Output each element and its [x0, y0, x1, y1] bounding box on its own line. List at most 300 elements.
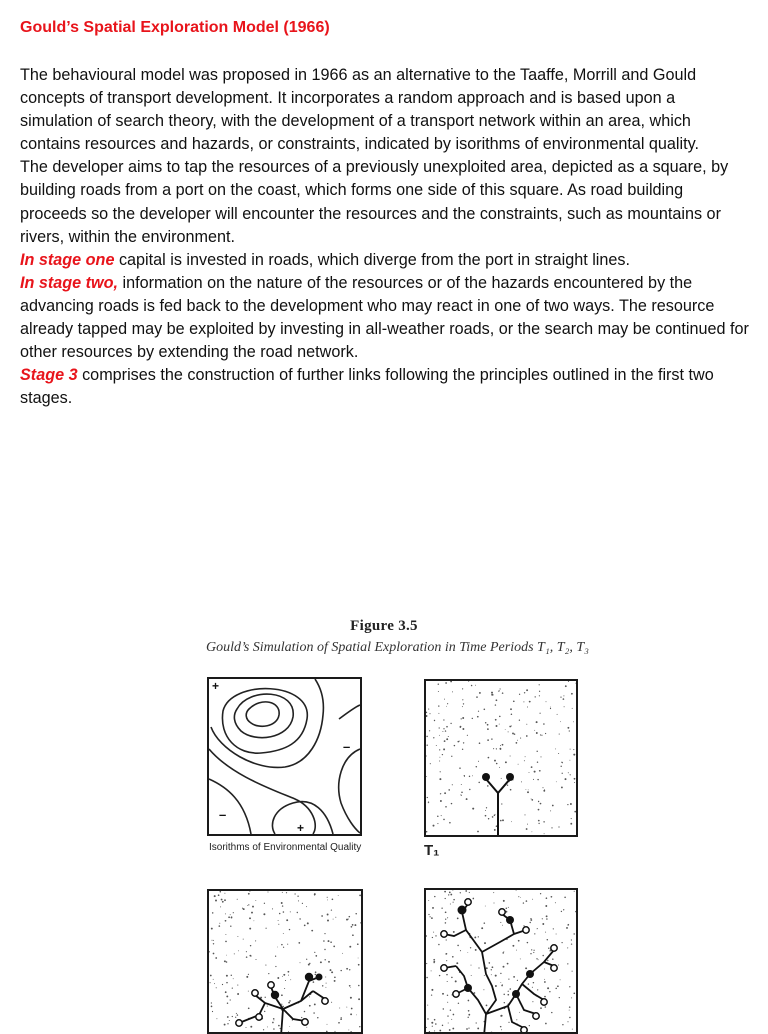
speckle-dot — [249, 928, 251, 930]
speckle-dot — [327, 920, 329, 922]
speckle-dot — [448, 789, 450, 791]
speckle-dot — [542, 955, 544, 957]
speckle-dot — [513, 976, 515, 978]
speckle-dot — [288, 971, 290, 973]
speckle-dot — [334, 980, 336, 982]
speckle-dot — [500, 973, 501, 974]
speckle-dot — [351, 1008, 353, 1010]
speckle-dot — [532, 1001, 533, 1002]
speckle-dot — [322, 985, 323, 986]
speckle-dot — [228, 916, 230, 918]
speckle-dot — [324, 949, 325, 950]
speckle-dot — [486, 967, 488, 969]
speckle-dot — [225, 941, 227, 943]
speckle-dot — [544, 981, 546, 983]
speckle-dot — [530, 919, 532, 921]
speckle-dot — [431, 1022, 433, 1024]
speckle-dot — [462, 749, 463, 750]
speckle-dot — [474, 936, 476, 938]
speckle-dot — [468, 1010, 470, 1012]
speckle-dot — [232, 987, 233, 988]
speckle-dot — [530, 953, 531, 954]
speckle-dot — [462, 688, 463, 689]
speckle-dot — [339, 1008, 340, 1009]
speckle-dot — [550, 810, 551, 811]
speckle-dot — [526, 828, 528, 830]
speckle-dot — [429, 713, 430, 714]
speckle-dot — [538, 820, 540, 822]
speckle-dot — [435, 935, 436, 936]
speckle-dot — [556, 934, 557, 935]
speckle-dot — [462, 728, 464, 730]
speckle-dot — [426, 963, 427, 964]
speckle-dot — [495, 704, 496, 705]
speckle-dot — [277, 977, 279, 979]
speckle-dot — [481, 927, 483, 929]
speckle-dot — [455, 980, 457, 982]
speckle-dot — [570, 803, 572, 805]
speckle-dot — [458, 1003, 459, 1004]
speckle-dot — [531, 798, 532, 799]
speckle-dot — [445, 682, 447, 684]
speckle-dot — [508, 1022, 509, 1023]
speckle-dot — [513, 700, 515, 702]
speckle-dot — [532, 831, 533, 832]
speckle-dot — [468, 1000, 470, 1002]
speckle-dot — [500, 688, 501, 689]
speckle-dot — [533, 950, 534, 951]
speckle-dot — [230, 999, 231, 1000]
speckle-dot — [237, 899, 238, 900]
speckle-dot — [330, 969, 332, 971]
speckle-dot — [443, 1008, 444, 1009]
speckle-dot — [237, 936, 238, 937]
speckle-dot — [561, 786, 563, 788]
speckle-dot — [426, 1027, 427, 1028]
speckle-dot — [442, 754, 443, 755]
speckle-dot — [570, 774, 571, 775]
speckle-dot — [488, 818, 489, 819]
speckle-dot — [518, 896, 519, 897]
speckle-dot — [325, 987, 326, 988]
speckle-dot — [443, 728, 444, 729]
speckle-dot — [448, 1023, 449, 1024]
speckle-dot — [289, 1000, 291, 1002]
speckle-dot — [560, 696, 561, 697]
speckle-dot — [502, 819, 504, 821]
speckle-dot — [225, 991, 227, 993]
speckle-dot — [492, 966, 494, 968]
speckle-dot — [527, 824, 528, 825]
speckle-dot — [572, 971, 573, 972]
speckle-dot — [246, 951, 247, 952]
speckle-dot — [426, 744, 427, 745]
speckle-dot — [449, 1029, 451, 1031]
speckle-dot — [526, 735, 528, 737]
speckle-dot — [267, 1006, 268, 1007]
speckle-dot — [285, 980, 286, 981]
speckle-dot — [249, 891, 250, 892]
speckle-dot — [465, 890, 467, 892]
speckle-dot — [539, 695, 540, 696]
speckle-dot — [268, 973, 269, 974]
speckle-dot — [226, 955, 227, 956]
speckle-dot — [558, 753, 559, 754]
speckle-dot — [273, 1018, 275, 1020]
speckle-dot — [547, 987, 549, 989]
speckle-dot — [536, 751, 537, 752]
speckle-dot — [574, 778, 576, 780]
speckle-dot — [446, 953, 448, 955]
speckle-dot — [527, 706, 528, 707]
speckle-dot — [567, 947, 568, 948]
speckle-dot — [290, 979, 291, 980]
speckle-dot — [249, 955, 251, 957]
speckle-dot — [478, 936, 479, 937]
speckle-dot — [248, 974, 249, 975]
speckle-dot — [214, 895, 216, 897]
t3-speckle-background — [426, 890, 576, 1034]
speckle-dot — [557, 985, 559, 987]
speckle-dot — [450, 681, 452, 682]
speckle-dot — [544, 1006, 546, 1008]
speckle-dot — [432, 907, 434, 909]
speckle-dot — [537, 928, 538, 929]
speckle-dot — [233, 912, 234, 913]
speckle-dot — [539, 770, 541, 772]
speckle-dot — [550, 708, 551, 709]
speckle-dot — [520, 897, 521, 898]
speckle-dot — [491, 692, 493, 694]
speckle-dot — [426, 715, 427, 717]
speckle-dot — [495, 719, 497, 721]
speckle-dot — [317, 1017, 318, 1018]
speckle-dot — [272, 908, 273, 909]
speckle-dot — [453, 899, 455, 901]
speckle-dot — [246, 976, 248, 978]
speckle-dot — [492, 816, 494, 818]
speckle-dot — [559, 997, 560, 998]
speckle-dot — [222, 984, 223, 985]
speckle-dot — [297, 895, 298, 896]
speckle-dot — [568, 772, 569, 773]
speckle-dot — [446, 738, 448, 740]
speckle-dot — [439, 760, 440, 761]
paragraph-stage-two — [20, 272, 750, 364]
speckle-dot — [449, 822, 451, 824]
speckle-dot — [540, 756, 541, 757]
speckle-dot — [438, 713, 439, 714]
speckle-dot — [328, 940, 330, 942]
speckle-dot — [220, 906, 221, 907]
speckle-dot — [248, 893, 250, 895]
speckle-dot — [346, 968, 348, 970]
speckle-dot — [287, 944, 288, 945]
speckle-dot — [352, 934, 354, 936]
speckle-dot — [434, 1030, 435, 1031]
speckle-dot — [485, 815, 487, 817]
speckle-dot — [443, 719, 444, 720]
speckle-dot — [443, 748, 445, 750]
speckle-dot — [499, 716, 501, 718]
speckle-dot — [547, 939, 548, 940]
speckle-dot — [521, 781, 522, 782]
speckle-dot — [461, 792, 463, 794]
speckle-dot — [572, 1029, 573, 1030]
speckle-dot — [283, 947, 284, 948]
speckle-dot — [213, 979, 214, 980]
speckle-dot — [542, 923, 544, 925]
speckle-dot — [311, 930, 313, 932]
speckle-dot — [457, 741, 459, 743]
speckle-dot — [284, 988, 285, 989]
speckle-dot — [355, 913, 356, 914]
stage-two-text: information on the nature of the resources or of the hazards encountered by the advancing roads is fed back to the development who may react in one of two ways. The resource already tapped may be exploited by investing in all-weather roads, or the search may be continued for other resources by extending the road network. — [20, 274, 749, 361]
speckle-dot — [246, 1027, 247, 1028]
speckle-dot — [453, 902, 454, 903]
speckle-dot — [434, 1019, 436, 1021]
speckle-dot — [446, 960, 447, 961]
speckle-dot — [529, 1025, 530, 1026]
speckle-dot — [518, 940, 520, 942]
speckle-dot — [248, 1007, 250, 1009]
speckle-dot — [510, 789, 512, 791]
speckle-dot — [226, 995, 228, 997]
speckle-dot — [327, 914, 329, 916]
speckle-dot — [348, 1029, 349, 1030]
speckle-dot — [248, 991, 249, 992]
speckle-dot — [340, 970, 341, 971]
speckle-dot — [547, 960, 548, 961]
speckle-dot — [540, 803, 542, 805]
speckle-dot — [562, 762, 563, 763]
speckle-dot — [431, 989, 433, 991]
speckle-dot — [528, 789, 529, 790]
speckle-dot — [562, 1024, 563, 1025]
figure — [0, 600, 768, 1024]
speckle-dot — [439, 727, 440, 728]
speckle-dot — [472, 898, 474, 900]
speckle-dot — [462, 717, 464, 719]
speckle-dot — [428, 802, 429, 803]
time-period-t1-label: T₁ — [424, 842, 439, 859]
speckle-dot — [472, 775, 473, 776]
speckle-dot — [334, 976, 336, 978]
speckle-dot — [543, 723, 545, 725]
speckle-dot — [478, 782, 480, 784]
speckle-dot — [536, 732, 538, 734]
speckle-dot — [212, 912, 214, 914]
speckle-dot — [462, 706, 463, 707]
speckle-dot — [470, 947, 471, 948]
speckle-dot — [451, 977, 453, 979]
speckle-dot — [426, 831, 427, 833]
speckle-dot — [427, 1018, 428, 1019]
speckle-dot — [313, 981, 315, 983]
speckle-dot — [561, 911, 562, 912]
speckle-dot — [290, 911, 291, 912]
speckle-dot — [525, 789, 526, 790]
speckle-dot — [543, 821, 544, 822]
speckle-dot — [524, 814, 525, 815]
speckle-dot — [214, 983, 215, 984]
speckle-dot — [450, 723, 451, 724]
speckle-dot — [518, 764, 519, 765]
speckle-dot — [349, 969, 350, 970]
speckle-dot — [297, 912, 298, 913]
speckle-dot — [520, 958, 521, 959]
speckle-dot — [448, 736, 449, 737]
speckle-dot — [306, 1027, 307, 1028]
speckle-dot — [237, 1014, 238, 1015]
speckle-dot — [534, 771, 536, 773]
speckle-dot — [460, 950, 461, 951]
speckle-dot — [447, 1002, 448, 1003]
speckle-dot — [496, 699, 498, 701]
speckle-dot — [529, 772, 530, 773]
speckle-dot — [510, 708, 512, 710]
speckle-dot — [326, 983, 327, 984]
speckle-dot — [567, 804, 568, 805]
speckle-dot — [504, 1002, 505, 1003]
speckle-dot — [440, 771, 441, 772]
speckle-dot — [451, 756, 452, 757]
speckle-dot — [281, 1004, 282, 1005]
speckle-dot — [340, 1018, 342, 1020]
speckle-dot — [462, 699, 463, 700]
speckle-dot — [338, 1022, 340, 1024]
speckle-dot — [215, 900, 217, 902]
speckle-dot — [519, 720, 520, 721]
speckle-dot — [272, 1022, 274, 1024]
speckle-dot — [335, 917, 336, 918]
speckle-dot — [453, 931, 455, 933]
speckle-dot — [289, 1026, 290, 1027]
speckle-dot — [209, 951, 210, 952]
speckle-dot — [448, 894, 449, 895]
speckle-dot — [511, 713, 513, 715]
speckle-dot — [247, 905, 248, 906]
speckle-dot — [487, 785, 489, 787]
speckle-dot — [494, 760, 496, 762]
speckle-dot — [531, 799, 533, 801]
speckle-dot — [301, 1017, 302, 1018]
speckle-dot — [277, 947, 278, 948]
speckle-dot — [428, 900, 429, 901]
speckle-dot — [333, 919, 334, 920]
speckle-dot — [487, 724, 489, 726]
speckle-dot — [534, 730, 535, 731]
speckle-dot — [249, 917, 251, 919]
speckle-dot — [469, 789, 470, 790]
speckle-dot — [438, 691, 439, 692]
speckle-dot — [212, 1011, 213, 1012]
speckle-dot — [460, 892, 461, 893]
speckle-dot — [552, 805, 554, 807]
speckle-dot — [354, 924, 356, 926]
speckle-dot — [501, 1029, 502, 1030]
stage-three-lead: Stage 3 — [20, 366, 78, 384]
speckle-dot — [516, 742, 518, 744]
speckle-dot — [574, 782, 575, 783]
speckle-dot — [559, 734, 560, 735]
speckle-dot — [491, 969, 492, 970]
speckle-dot — [499, 767, 500, 768]
speckle-dot — [533, 1032, 534, 1033]
speckle-dot — [439, 778, 441, 780]
speckle-dot — [452, 784, 453, 785]
speckle-dot — [508, 991, 509, 992]
speckle-dot — [447, 1015, 448, 1016]
speckle-dot — [557, 714, 558, 715]
speckle-dot — [464, 776, 465, 777]
speckle-dot — [275, 966, 276, 967]
speckle-dot — [500, 1026, 502, 1028]
speckle-dot — [484, 942, 486, 944]
speckle-dot — [225, 920, 227, 922]
speckle-dot — [501, 803, 502, 804]
speckle-dot — [540, 1007, 542, 1009]
speckle-dot — [544, 996, 546, 998]
speckle-dot — [449, 892, 451, 894]
speckle-dot — [227, 1002, 228, 1003]
speckle-dot — [445, 898, 446, 899]
speckle-dot — [452, 691, 453, 692]
speckle-dot — [439, 975, 440, 976]
speckle-dot — [219, 923, 220, 924]
speckle-dot — [346, 1007, 347, 1008]
speckle-dot — [537, 761, 538, 762]
speckle-dot — [571, 939, 572, 940]
speckle-dot — [541, 735, 542, 736]
speckle-dot — [502, 744, 504, 746]
speckle-dot — [528, 983, 529, 984]
speckle-dot — [503, 951, 504, 952]
speckle-dot — [540, 893, 541, 894]
speckle-dot — [263, 913, 265, 915]
speckle-dot — [265, 928, 266, 929]
speckle-dot — [231, 917, 233, 919]
speckle-dot — [279, 913, 281, 915]
speckle-dot — [430, 763, 431, 764]
speckle-dot — [467, 1017, 468, 1018]
speckle-dot — [444, 792, 446, 794]
speckle-dot — [542, 918, 543, 919]
speckle-dot — [442, 993, 444, 995]
speckle-dot — [437, 816, 439, 818]
speckle-dot — [341, 1017, 342, 1018]
speckle-dot — [237, 993, 239, 995]
speckle-dot — [210, 975, 212, 977]
speckle-dot — [491, 1032, 493, 1034]
speckle-dot — [450, 903, 451, 904]
speckle-dot — [349, 946, 351, 948]
speckle-dot — [527, 942, 528, 943]
speckle-dot — [494, 903, 495, 904]
speckle-dot — [211, 928, 213, 930]
speckle-dot — [222, 901, 224, 903]
speckle-dot — [233, 978, 234, 979]
speckle-dot — [282, 892, 283, 893]
speckle-dot — [475, 685, 476, 686]
speckle-dot — [331, 1002, 332, 1003]
speckle-dot — [551, 1012, 552, 1013]
speckle-dot — [216, 1018, 217, 1019]
speckle-dot — [226, 975, 228, 977]
speckle-dot — [349, 916, 351, 918]
speckle-dot — [471, 965, 472, 966]
speckle-dot — [546, 915, 548, 917]
